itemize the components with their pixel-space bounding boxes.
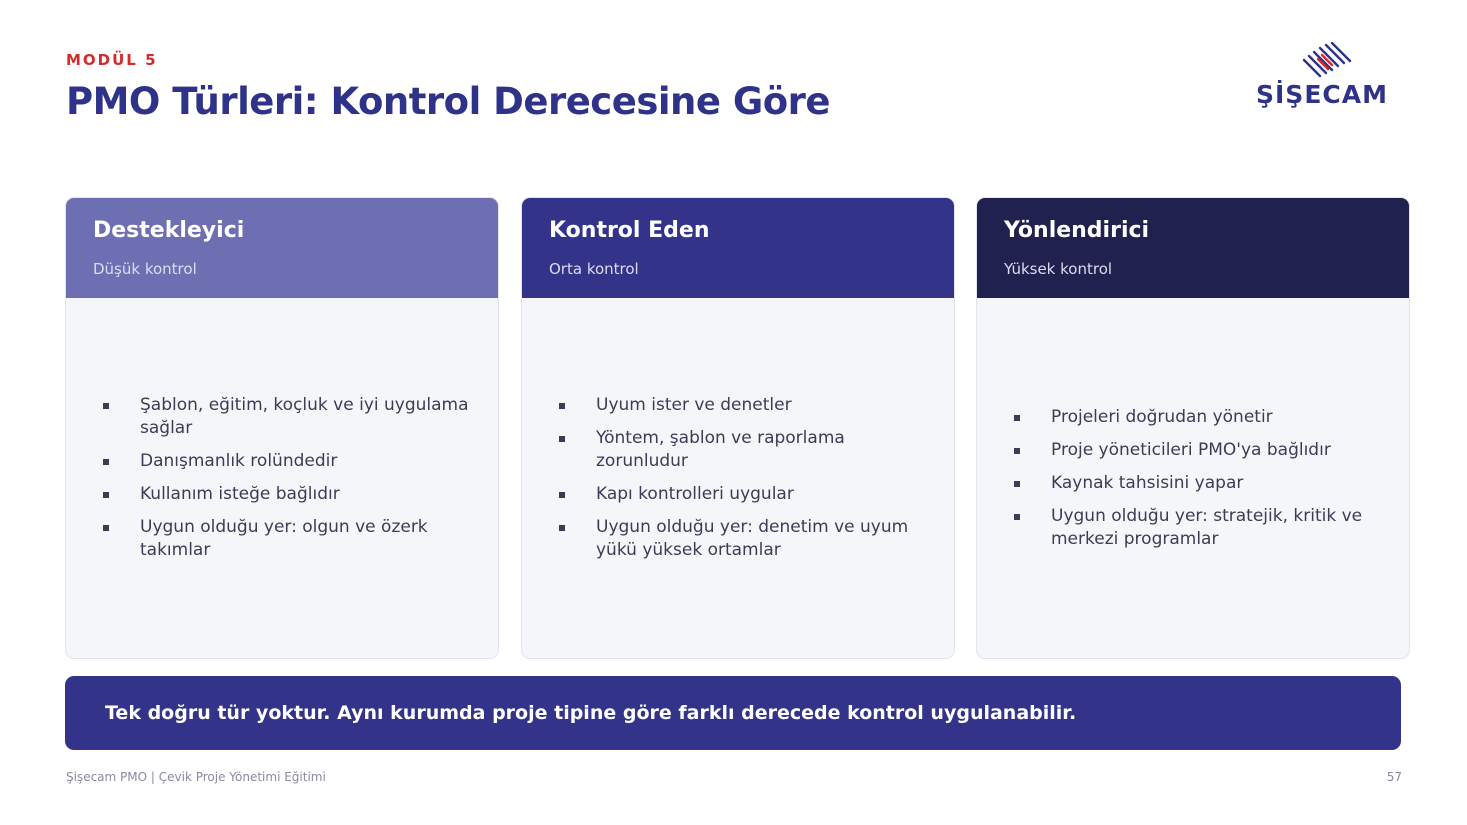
bullet-item xyxy=(1013,505,1385,551)
square-bullet-icon xyxy=(103,459,109,465)
bullet-item xyxy=(558,516,930,562)
card-header xyxy=(976,197,1410,298)
bullet-item xyxy=(1013,472,1385,495)
pmo-type-card-supportive xyxy=(65,197,499,659)
square-bullet-icon xyxy=(103,525,109,531)
square-bullet-icon xyxy=(1014,415,1020,421)
bullet-text: Uygun olduğu yer: denetim ve uyum yükü yüksek ortamlar xyxy=(596,517,909,560)
square-bullet-icon xyxy=(1014,481,1020,487)
square-bullet-icon xyxy=(1014,514,1020,520)
bullet-item xyxy=(102,483,474,506)
square-bullet-icon xyxy=(559,492,565,498)
bullet-item xyxy=(558,394,930,417)
bullet-item xyxy=(558,483,930,506)
square-bullet-icon xyxy=(1014,448,1020,454)
bullet-text: Şablon, eğitim, koçluk ve iyi uygulama sağlar xyxy=(140,395,469,438)
card-title: Yönlendirici xyxy=(1004,218,1150,243)
sisecam-logo xyxy=(1256,42,1406,114)
module-label: MODÜL 5 xyxy=(66,51,158,69)
bullet-item xyxy=(102,450,474,473)
bullet-text: Uyum ister ve denetler xyxy=(596,395,792,415)
bullet-item xyxy=(558,427,930,473)
bullet-list xyxy=(102,394,474,562)
banner-text: Tek doğru tür yoktur. Aynı kurumda proje tipine göre farklı derecede kontrol uygulanabilir. xyxy=(105,702,1077,724)
card-body xyxy=(1013,298,1385,658)
card-body xyxy=(558,298,930,658)
bullet-text: Uygun olduğu yer: stratejik, kritik ve merkezi programlar xyxy=(1051,505,1363,549)
square-bullet-icon xyxy=(103,492,109,498)
page-number: 57 xyxy=(1386,770,1402,784)
bullet-item xyxy=(102,394,474,440)
bullet-text: Yöntem, şablon ve raporlama zorunludur xyxy=(596,428,845,471)
bullet-text: Kaynak tahsisini yapar xyxy=(1051,472,1244,493)
pmo-type-card-controlling xyxy=(521,197,955,659)
card-header xyxy=(65,197,499,298)
square-bullet-icon xyxy=(559,525,565,531)
card-subtitle: Düşük kontrol xyxy=(93,260,197,278)
bullet-list xyxy=(558,394,930,562)
page-title: PMO Türleri: Kontrol Derecesine Göre xyxy=(66,80,830,123)
card-title: Destekleyici xyxy=(93,218,245,243)
bullet-text: Uygun olduğu yer: olgun ve özerk takımlar xyxy=(140,517,428,560)
bullet-item xyxy=(102,516,474,562)
key-message-banner xyxy=(65,676,1401,750)
bullet-item xyxy=(1013,406,1385,429)
card-title: Kontrol Eden xyxy=(549,218,710,243)
bullet-text: Proje yöneticileri PMO'ya bağlıdır xyxy=(1051,439,1331,460)
pmo-type-card-directive xyxy=(976,197,1410,659)
bullet-text: Projeleri doğrudan yönetir xyxy=(1051,406,1273,427)
square-bullet-icon xyxy=(559,403,565,409)
bullet-text: Kapı kontrolleri uygular xyxy=(596,484,794,504)
logo-wordmark: ŞİŞECAM xyxy=(1256,80,1388,109)
card-subtitle: Orta kontrol xyxy=(549,260,639,278)
footer-text: Şişecam PMO | Çevik Proje Yönetimi Eğitimi xyxy=(66,770,326,784)
square-bullet-icon xyxy=(559,436,565,442)
bullet-list xyxy=(1013,406,1385,551)
bullet-text: Kullanım isteğe bağlıdır xyxy=(140,484,340,504)
bullet-item xyxy=(1013,439,1385,462)
bullet-text: Danışmanlık rolündedir xyxy=(140,451,338,471)
card-body xyxy=(102,298,474,658)
card-header xyxy=(521,197,955,298)
square-bullet-icon xyxy=(103,403,109,409)
card-subtitle: Yüksek kontrol xyxy=(1004,260,1113,278)
logo-mark-icon xyxy=(1256,42,1406,82)
